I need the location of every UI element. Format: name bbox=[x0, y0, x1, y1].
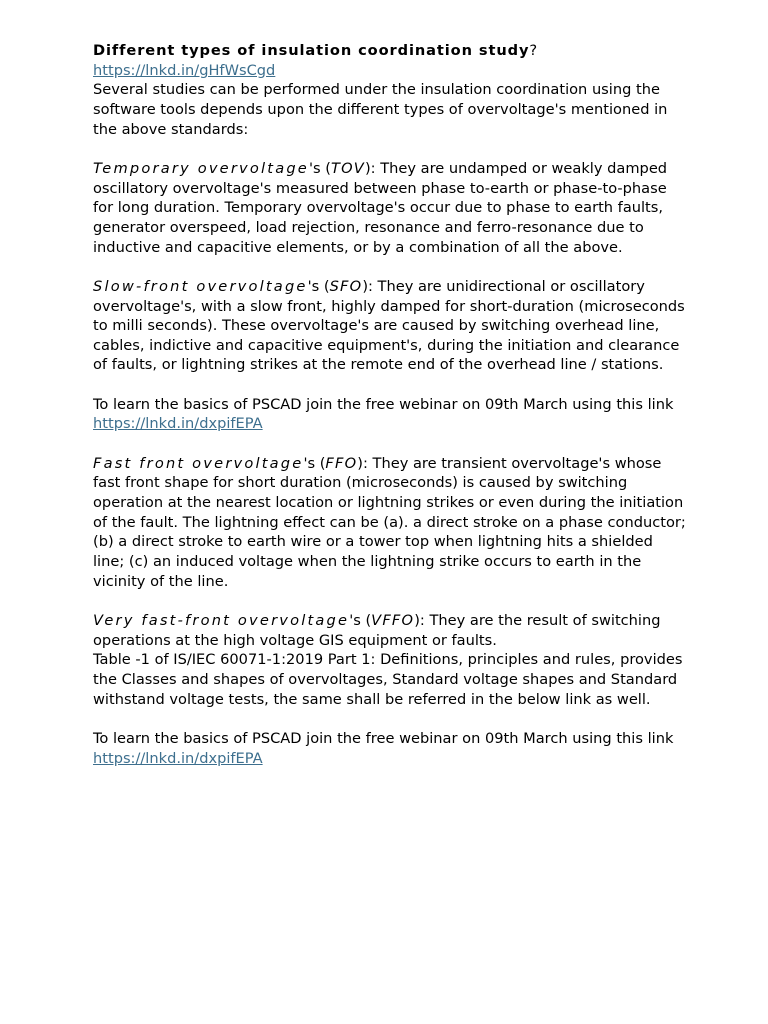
table-note-paragraph: Table -1 of IS/IEC 60071-1:2019 Part 1: Definitions, principles and rules, provides the Classes and shapes of overvoltages, Standard voltage shapes and Standard withstand voltage tests, the same shall be referred in the below link as well. bbox=[93, 651, 683, 708]
vffo-suffix: 's ( bbox=[349, 611, 372, 629]
vffo-paragraph bbox=[93, 611, 688, 650]
ffo-description: ): They are transient overvoltage's whose fast front shape for short duration (microseconds) is caused by switching operation at the nearest location or lightning strikes or even during the initiation of the fault. The lightning effect can be (a). a direct stroke on a phase conductor; (b) a direct stroke to earth wire or a tower top when lightning hits a shielded line; (c) an induced voltage when the lightning strike occurs to earth in the vicinity of the line. bbox=[93, 454, 686, 590]
tov-suffix: 's ( bbox=[309, 159, 331, 177]
tov-abbreviation: TOV bbox=[330, 159, 365, 177]
document-title: Different types of insulation coordination study bbox=[93, 42, 530, 59]
intro-paragraph: Several studies can be performed under the insulation coordination using the software tools depends upon the different types of overvoltage's mentioned in the above standards: bbox=[93, 81, 668, 138]
webinar-text-2: To learn the basics of PSCAD join the free webinar on 09th March using this link bbox=[93, 729, 674, 747]
vffo-term: Very fast-front overvoltage bbox=[93, 611, 350, 629]
vffo-description: ): They are the result of switching operations at the high voltage GIS equipment or faults. bbox=[93, 611, 661, 649]
paragraph-spacer bbox=[93, 375, 688, 395]
ffo-paragraph bbox=[93, 454, 688, 592]
tov-term: Temporary overvoltage bbox=[93, 159, 309, 177]
webinar-text-1: To learn the basics of PSCAD join the free webinar on 09th March using this link bbox=[93, 395, 674, 413]
sfo-description: ): They are unidirectional or oscillatory overvoltage's, with a slow front, highly damped for short-duration (microseconds to milli seconds). These overvoltage's are caused by switching overhead line, cables, indictive and capacitive equipment's, during the initiation and clearance of faults, or lightning strikes at the remote end of the overhead line / stations. bbox=[93, 277, 685, 374]
webinar-link-1[interactable]: https://lnkd.in/dxpifEPA bbox=[93, 415, 263, 433]
sfo-suffix: 's ( bbox=[307, 277, 330, 295]
sfo-abbreviation: SFO bbox=[329, 277, 363, 295]
paragraph-spacer bbox=[93, 709, 688, 729]
sfo-term: Slow-front overvoltage bbox=[93, 277, 308, 295]
webinar-paragraph-1 bbox=[93, 395, 688, 434]
sfo-paragraph bbox=[93, 277, 688, 375]
paragraph-spacer bbox=[93, 257, 688, 277]
vffo-abbreviation: VFFO bbox=[371, 611, 415, 629]
ffo-term: Fast front overvoltage bbox=[93, 454, 304, 472]
title-punctuation: ? bbox=[529, 42, 538, 59]
heading-paragraph bbox=[93, 41, 688, 61]
ffo-abbreviation: FFO bbox=[325, 454, 358, 472]
webinar-paragraph-2 bbox=[93, 729, 688, 768]
article-link[interactable]: https://lnkd.in/gHfWsCgd bbox=[93, 61, 276, 79]
paragraph-spacer bbox=[93, 434, 688, 454]
paragraph-spacer bbox=[93, 139, 688, 159]
ffo-suffix: 's ( bbox=[303, 454, 326, 472]
link-paragraph bbox=[93, 61, 688, 81]
webinar-link-2[interactable]: https://lnkd.in/dxpifEPA bbox=[93, 749, 263, 767]
paragraph-spacer bbox=[93, 591, 688, 611]
tov-paragraph bbox=[93, 159, 688, 257]
tov-description: ): They are undamped or weakly damped oscillatory overvoltage's measured between phase to-earth or phase-to-phase for long duration. Temporary overvoltage's occur due to phase to earth faults, generator overspeed, load rejection, resonance and ferro-resonance due to inductive and capacitive elements, or by a combination of all the above. bbox=[93, 159, 668, 256]
